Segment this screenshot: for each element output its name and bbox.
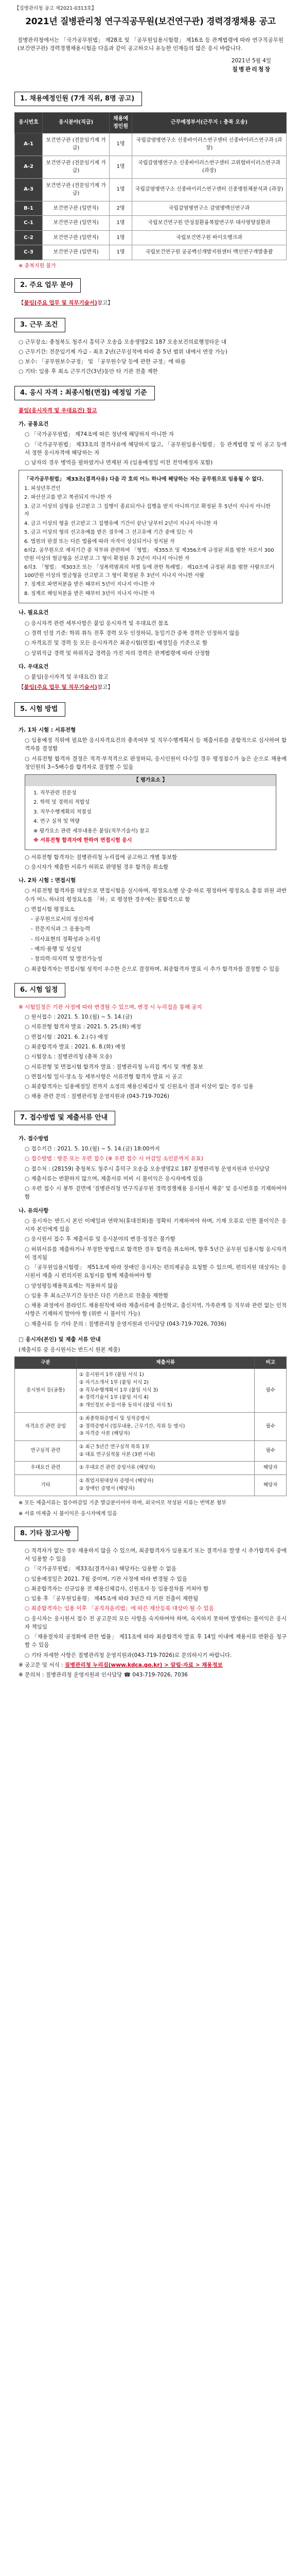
positions-header-row xyxy=(15,112,287,133)
duties-link-line xyxy=(19,299,287,307)
schedule-item: ○ 최종합격자는 임용예정일 전까지 소정의 채용신체검사 및 신원조사 결과 이상이 없는 경우 임용 xyxy=(25,1083,254,1090)
condition-item: ○ 기타: 임용 후 최소 근무기간(3년)동안 타 기관 전출 제한 xyxy=(19,368,158,375)
interview-factor: - 의사표현의 정확성과 논리성 xyxy=(31,936,101,942)
section-8-heading: 8. 기타 참고사항 xyxy=(14,1527,78,1541)
documents-heading xyxy=(19,1335,287,1344)
contact-line: ※ 문의처 : 질병관리청 운영지원과 인사담당 ☎ 043-719-7026, 7036 xyxy=(19,1672,188,1679)
requirement-item: ○ 「국가공무원법」 제74조에 따른 정년에 해당하지 아니한 자 xyxy=(25,431,174,438)
document-screening-title: 가. 1차 시험 : 서류전형 xyxy=(19,726,76,733)
documents-header-row xyxy=(15,1357,287,1369)
requirement-item: ○ 응시자격 관련 세부사항은 붙임 응시자격 및 우대요건 참조 xyxy=(25,620,169,626)
reference-item: ○ 「국가공무원법」 제33조(결격사유) 해당자는 임용할 수 없음 xyxy=(25,1566,176,1572)
website-label: ※ 공고문 및 서식 : xyxy=(19,1662,65,1668)
disqualification-box xyxy=(19,470,282,603)
caution-title: 나. 유의사항 xyxy=(19,1207,49,1214)
position-code: A-1 xyxy=(15,133,43,156)
position-field: 보건연구관 (전문임기제 가급) xyxy=(43,133,110,156)
position-count: 2명 xyxy=(110,201,132,216)
notice-intro: 질병관리청에서는 「국가공무원법」 제28조 및 「공무원임용시험령」 제16조 등 관계법령에 따라 연구직공무원(보건연구관) 경력경쟁채용시험을 다음과 같이 공고하오니 유능한 인재들의 많은 응시 바랍니다. xyxy=(17,37,284,52)
box-line: 2. 파산선고를 받고 복권되지 아니한 자 xyxy=(24,495,112,501)
section-3-heading: 3. 근무 조건 xyxy=(14,318,65,332)
caution-item: ○ 양성평등채용목표제는 적용하지 않음 xyxy=(25,1282,118,1289)
col-header: 구분 xyxy=(15,1357,77,1369)
bracket-close: 참고】 xyxy=(97,300,113,307)
reference-item: ○ 응시자는 응시원서 접수 전 공고문의 모든 사항을 숙지하여야 하며, 숙지하지 못하여 발생하는 불이익은 응시자 책임임 xyxy=(25,1615,287,1630)
col-header: 응시분야(직급) xyxy=(43,112,110,133)
document-category: 자격요건 관련 증빙 xyxy=(15,1412,77,1440)
reference-item: ○ 기타 자세한 사항은 질병관리청 운영지원과(043-719-7026)로 문의하시기 바랍니다. xyxy=(25,1652,232,1658)
application-item: ○ 접수방법 : 방문 또는 우편 접수 (※ 우편 접수 시 마감일 소인분까지 유효) xyxy=(25,1156,203,1162)
screening-item: ○ 임용예정 직위에 필요한 응시자격요건의 충족여부 및 직무수행계획서 등 제출서류를 종합적으로 심사하여 합격자를 결정함 xyxy=(25,737,287,752)
document-remark: 해당자 xyxy=(255,1462,287,1475)
website-link[interactable]: 질병관리청 누리집(www.kdca.go.kr) > 알림·자료 > 채용정보 xyxy=(64,1662,223,1668)
screening-item: ○ 서류전형 합격자 결정은 적격·부적격으로 판정하되, 응시인원이 다수일 경우 평정점수가 높은 순으로 채용예정인원의 3~5배수를 합격자로 결정할 수 있음 xyxy=(25,755,287,770)
box-line: 1. 피성년후견인 xyxy=(24,485,61,492)
caution-item: ○ 「공무원임용시험령」 제51조에 따라 장애인 응시자는 편의제공을 요청할 수 있으며, 편의지원 대상자는 응시원서 제출 시 편의지원 요청서를 함께 제출하여야 함 xyxy=(25,1264,287,1279)
section-6-heading: 6. 시험 일정 xyxy=(14,983,65,997)
position-count: 1명 xyxy=(110,156,132,178)
document-remark: 해당자 xyxy=(255,1475,287,1496)
position-field: 보건연구관 (일반직) xyxy=(43,216,110,231)
box-line: 4. 금고 이상의 형을 선고받고 그 집행유예 기간이 끝난 날부터 2년이 지나지 아니한 자 xyxy=(24,520,218,527)
notice-number: 【질병관리청 공고 제2021-0313호】 xyxy=(14,6,97,11)
box-line: 「국가공무원법」 제33조(결격사유) 다음 각 호의 어느 하나에 해당하는 자는 공무원으로 임용될 수 없다. xyxy=(24,477,264,483)
evaluation-warning: ※ 서류전형 합격자에 한하여 면접시험 응시 xyxy=(33,838,132,844)
position-count: 1명 xyxy=(110,245,132,260)
position-department: 국립감염병연구소 신종바이러스연구센터 고위험바이러스연구과 (과장) xyxy=(132,156,287,178)
application-item: ○ 우편 접수 시 봉투 겉면에 '질병관리청 연구직공무원 경력경쟁채용 응시원서 재중' 및 응시번호를 기재하여야 함 xyxy=(25,1185,287,1200)
document-items: ① 취업지원대상자 증명서 (해당자) ② 장애인 증명서 (해당자) xyxy=(77,1475,255,1496)
position-department: 국립보건연구원 만성질환융복합연구부 대사영양질환과 xyxy=(132,216,287,231)
caution-item: ○ 임용 후 최소근무기간 동안은 다른 기관으로 전출을 제한함 xyxy=(25,1292,169,1299)
position-row xyxy=(15,178,287,201)
position-code: A-3 xyxy=(15,178,43,201)
positions-table xyxy=(14,112,287,260)
screening-item: ○ 서류전형 합격자는 질병관리청 누리집에 공고하고 개별 통보함 xyxy=(25,854,178,860)
document-row xyxy=(15,1412,287,1440)
documents-body xyxy=(15,1369,287,1496)
notice-date: 2021년 5월 4일 xyxy=(231,58,271,64)
section-1-heading: 1. 채용예정인원 (7개 직위, 8명 공고) xyxy=(14,92,142,106)
qualification-link-line xyxy=(19,406,287,415)
position-count: 1명 xyxy=(110,178,132,201)
needed-requirements-title: 나. 필요요건 xyxy=(19,609,49,616)
interview-item: ○ 서류전형 합격자를 대상으로 면접시험을 실시하며, 평정요소별 상·중·하로 평정하여 평정요소 총점 위원 과반수가 어느 하나의 평정요소를 「하」로 평정한 경우에는 불합격으로 함 xyxy=(25,888,287,903)
schedule-item: ○ 면접시험 : 2021. 6. 2.(수) 예정 xyxy=(25,1033,109,1040)
application-item: ○ 접수기간 : 2021. 5. 10.(월) ~ 5. 14.(금) 18:00까지 xyxy=(25,1145,160,1152)
evaluation-factor: 2. 학력 및 경력의 적합성 xyxy=(33,800,90,806)
col-header: 근무예정부서(근무지 : 충북 오송) xyxy=(132,112,287,133)
position-field: 보건연구관 (일반직) xyxy=(43,230,110,245)
condition-item: ○ 근무장소: 충청북도 청주시 흥덕구 오송읍 오송생명2로 187 오송보건의료행정타운 내 xyxy=(19,338,227,345)
document-items: ① 우대요건 관련 증빙서류 (해당자) xyxy=(77,1462,255,1475)
document-items: ① 응시원서 1부 (붙임 서식 1) ② 자기소개서 1부 (붙임 서식 2) ③ 직무수행계획서 1부 (붙임 서식 3) ④ 경력기술서 1부 (붙임 서식 4) ⑤ 개인정보 수집·이용 동의서 (붙임 서식 5) xyxy=(77,1369,255,1413)
position-department: 국립감염병연구소 감염병백신연구과 xyxy=(132,201,287,216)
evaluation-factor: 3. 직무수행계획의 적절성 xyxy=(33,809,92,815)
caution-item: ○ 허위서류를 제출하거나 부정한 방법으로 합격한 경우 합격을 취소하며, 향후 5년간 공무원 임용시험 응시자격이 정지됨 xyxy=(25,1246,287,1261)
interview-item: ○ 최종합격자는 면접시험 성적이 우수한 순으로 결정하며, 최종합격자 발표 시 추가 합격자를 결정할 수 있음 xyxy=(25,965,280,972)
application-item: ○ 접수처 : (28159) 충청북도 청주시 흥덕구 오송읍 오송생명2로 187 질병관리청 운영지원과 인사담당 xyxy=(25,1165,270,1172)
screening-item: ○ 응시자가 제출한 서류가 허위로 판명될 경우 합격을 취소함 xyxy=(25,863,169,870)
position-field: 보건연구관 (일반직) xyxy=(43,201,110,216)
schedule-item: ○ 원서접수 : 2021. 5. 10.(월) ~ 5. 14.(금) xyxy=(25,1014,132,1021)
bracket-open: 【 xyxy=(19,684,24,691)
position-row xyxy=(15,230,287,245)
position-code: B-1 xyxy=(15,201,43,216)
box-line: 3. 금고 이상의 실형을 선고받고 그 집행이 종료되거나 집행을 받지 아니하기로 확정된 후 5년이 지나지 아니한 자 xyxy=(24,503,271,518)
position-code: C-2 xyxy=(15,230,43,245)
box-line: 6의3. 「형법」 제303조 또는 「성폭력범죄의 처벌 등에 관한 특례법」 제10조에 규정된 죄를 범한 사람으로서 100만원 이상의 벌금형을 선고받고 그 형이 확정된 후 3년이 지나지 아니한 사람 xyxy=(24,565,275,579)
requirement-item: ○ 붙임(응시자격 및 우대요건) 참고 xyxy=(25,674,109,681)
evaluation-factors-title: 【 평가요소 】 xyxy=(25,775,276,786)
reference-item: ○ 임용예정일은 2021. 7월 중이며, 기관 사정에 따라 변경될 수 있음 xyxy=(25,1575,187,1582)
documents-subheading: (제출서류 중 응시원서는 반드시 원본 제출) xyxy=(19,1347,120,1353)
document-category: 기타 xyxy=(15,1475,77,1496)
position-field: 보건연구관 (전문임기제 가급) xyxy=(43,178,110,201)
col-header: 비고 xyxy=(255,1357,287,1369)
section-7-heading: 7. 접수방법 및 제출서류 안내 xyxy=(14,1111,115,1125)
position-field: 보건연구관 (일반직) xyxy=(43,245,110,260)
notice-org: 질병관리청장 xyxy=(232,66,271,73)
condition-item: ○ 보수: 「공무원보수규정」 및 「공무원수당 등에 관한 규정」에 따름 xyxy=(19,359,186,365)
position-row xyxy=(15,201,287,216)
document-category: 우대요건 관련 xyxy=(15,1462,77,1475)
box-line: 8. 징계로 해임처분을 받은 때부터 3년이 지나지 아니한 자 xyxy=(24,590,155,597)
document-remark: 필수 xyxy=(255,1412,287,1440)
box-line: 7. 징계로 파면처분을 받은 때부터 5년이 지나지 아니한 자 xyxy=(24,582,155,588)
interview-factor: - 공무원으로서의 정신자세 xyxy=(31,916,94,923)
documents-heading-text: □ 응시자(본인) 및 제출 서류 안내 xyxy=(19,1336,101,1343)
document-row xyxy=(15,1475,287,1496)
position-code: C-3 xyxy=(15,245,43,260)
interview-factor: - 예의·품행 및 성실성 xyxy=(31,945,82,952)
caution-item: ○ 제출서류 등 기타 문의 : 질병관리청 운영지원과 인사담당 (043-719-7026, 7036) xyxy=(25,1320,226,1327)
schedule-item: ○ 서류전형 및 면접시험 합격자 발표 : 질병관리청 누리집 게시 및 개별 통보 xyxy=(25,1063,203,1070)
schedule-item: ○ 시험장소 : 질병관리청 (충북 오송) xyxy=(25,1054,112,1060)
document-category: 응시원서 등(공통) xyxy=(15,1369,77,1413)
duties-attachment-link[interactable]: 붙임(주요 업무 및 직무기술서) xyxy=(24,300,97,307)
documents-table xyxy=(14,1357,287,1496)
position-code: A-2 xyxy=(15,156,43,178)
position-department: 국립감염병연구소 신종바이러스연구센터 신종바이러스연구과 (과장) xyxy=(132,133,287,156)
interview-item: ○ 면접시험 평정요소 xyxy=(25,906,75,912)
common-requirements-title: 가. 공통요건 xyxy=(19,421,49,428)
caution-item: ○ 채용 과정에서 블라인드 채용원칙에 따라 제출서류에 출신학교, 출신지역, 가족관계 등 직무와 관련 없는 인적사항은 기재하지 말아야 함 (위반 시 불이익 가능) xyxy=(25,1302,287,1317)
col-header: 제출서류 xyxy=(77,1357,255,1369)
duplicate-note: ※ 중복지원 불가 xyxy=(19,263,56,269)
reference-item: ○ 임용 후 「공무원임용령」 제45조에 따라 3년간 타 기관 전출이 제한됨 xyxy=(25,1596,199,1602)
interview-factor: - 전문지식과 그 응용능력 xyxy=(31,926,91,933)
requirement-item: ○ 남자의 경우 병역을 필하였거나 면제된 자 (임용예정일 이전 전역예정자 포함) xyxy=(25,460,213,466)
section-4-heading: 4. 응시 자격 : 최종시험(면접) 예정일 기준 xyxy=(14,386,155,400)
position-field: 보건연구관 (전문임기제 가급) xyxy=(43,156,110,178)
schedule-item: ○ 서류전형 합격자 발표 : 2021. 5. 25.(화) 예정 xyxy=(25,1024,141,1030)
document-row xyxy=(15,1441,287,1462)
position-code: C-1 xyxy=(15,216,43,231)
bracket-open: 【 xyxy=(19,300,24,307)
position-count: 1명 xyxy=(110,230,132,245)
caution-item: ○ 응시원서 접수 후 제출서류 및 응시분야의 변경·정정은 불가함 xyxy=(25,1236,175,1243)
col-header: 채용예정인원 xyxy=(110,112,132,133)
requirement-item: ○ 「국가공무원법」 제33조의 결격사유에 해당하지 않고, 「공무원임용시험령」 등 관계법령 및 이 공고 등에서 정한 응시자격에 해당하는 자 xyxy=(25,441,287,456)
document-remark: 필수 xyxy=(255,1441,287,1462)
positions-body xyxy=(15,133,287,260)
position-department: 국립보건연구원 공공백신개발지원센터 백신연구개발총괄 xyxy=(132,245,287,260)
job-description-link[interactable]: 붙임(주요 업무 및 직무기술서) xyxy=(24,684,97,691)
document-remark: 필수 xyxy=(255,1369,287,1413)
documents-note: ※ 서류 미제출 시 불이익은 응시자에게 있음 xyxy=(19,1511,117,1517)
requirement-item: ○ 자격요건 및 경력 등 모든 응시자격은 최종시험(면접) 예정일을 기준으로 함 xyxy=(25,640,208,647)
schedule-item: ○ 채용 관련 문의 : 질병관리청 운영지원과 (043-719-7026) xyxy=(25,1093,169,1100)
position-row xyxy=(15,216,287,231)
documents-note: ※ 모든 제출서류는 접수마감일 기준 발급분이어야 하며, 외국어로 작성된 서류는 번역본 첨부 xyxy=(19,1500,226,1506)
interview-title: 나. 2차 시험 : 면접시험 xyxy=(19,877,76,884)
job-description-link-line xyxy=(19,683,287,691)
application-item: ○ 제출서류는 반환하지 않으며, 제출서류 미비 시 불이익은 응시자에게 있음 xyxy=(25,1175,203,1182)
document-row xyxy=(15,1369,287,1413)
evaluation-factor: 4. 연구 실적 및 역량 xyxy=(33,819,80,825)
interview-factor: - 창의력·의지력 및 발전가능성 xyxy=(31,956,102,962)
notice-title: 2021년 질병관리청 연구직공무원(보건연구관) 경력경쟁채용 공고 xyxy=(25,16,276,27)
evaluation-factors-box xyxy=(25,774,276,850)
position-row xyxy=(15,245,287,260)
schedule-change-note: ※ 시험일정은 기관 사정에 따라 변경될 수 있으며, 변경 시 누리집을 통해 공지 xyxy=(19,1004,202,1010)
caution-item: ○ 응시자는 반드시 본인 이메일과 연락처(휴대전화)를 정확히 기재하여야 하며, 기재 오류로 인한 불이익은 응시자 본인에게 있음 xyxy=(25,1217,287,1233)
schedule-item: ○ 최종합격자 발표 : 2021. 6. 8.(화) 예정 xyxy=(25,1043,126,1050)
col-header: 응시번호 xyxy=(15,112,43,133)
website-line xyxy=(19,1661,287,1669)
requirement-item: ○ 상위직급 경력 및 하위직급 경력을 가진 자의 경력은 관계법령에 따라 산정함 xyxy=(25,650,210,656)
reference-item: ○ 「채용절차의 공정화에 관한 법률」 제11조에 따라 최종합격자 발표 후 14일 이내에 채용서류 반환을 청구할 수 있음 xyxy=(25,1634,287,1649)
position-department: 국립감염병연구소 신종바이러스연구센터 신종병원체분석과 (과장) xyxy=(132,178,287,201)
application-method-title: 가. 접수방법 xyxy=(19,1135,49,1142)
position-count: 1명 xyxy=(110,133,132,156)
box-line: 6의2. 공무원으로 재직기간 중 직무와 관련하여 「형법」 제355조 및 제356조에 규정된 죄를 범한 자로서 300만원 이상의 벌금형을 선고받고 그 형이 확정된 후 2년이 지나지 아니한 자 xyxy=(24,548,274,562)
bracket-close: 참고】 xyxy=(97,684,113,691)
box-line: 5. 금고 이상의 형의 선고유예를 받은 경우에 그 선고유예 기간 중에 있는 자 xyxy=(24,530,193,536)
position-row xyxy=(15,133,287,156)
preferred-requirements-title: 다. 우대요건 xyxy=(19,663,49,670)
document-category: 연구실적 관련 xyxy=(15,1441,77,1462)
document-items: ① 최근 5년간 연구실적 목록 1부 ② 대표 연구실적물 사본 (3편 이내) xyxy=(77,1441,255,1462)
reference-item: ○ 적격자가 없는 경우 채용하지 않을 수 있으며, 최종합격자가 임용포기 또는 결격사유 발생 시 추가합격자 중에서 임용할 수 있음 xyxy=(25,1547,287,1563)
work-conditions xyxy=(14,338,287,376)
condition-item: ○ 근무기간: 전문임기제 가급 - 최초 2년(근무실적에 따라 총 5년 범위 내에서 연장 가능) xyxy=(19,348,228,355)
document-row xyxy=(15,1462,287,1475)
section-2-heading: 2. 주요 업무 분야 xyxy=(14,278,81,293)
requirement-item: ○ 경력 인정 기준: 학위 취득 전후 경력 모두 인정하되, 동일기간 중복 경력은 인정하지 않음 xyxy=(25,630,240,637)
position-department: 국립보건연구원 바이오뱅크과 xyxy=(132,230,287,245)
reference-item: ○ 최종합격자는 신규임용 전 채용신체검사, 신원조사 등 임용절차를 거쳐야 함 xyxy=(25,1585,208,1592)
document-items: ① 최종학위증명서 및 성적증명서 ② 경력증명서 (업무내용, 근무기간, 직위 등 명시) ③ 자격증 사본 (해당자) xyxy=(77,1412,255,1440)
position-row xyxy=(15,156,287,178)
reference-item: ○ 최종합격자는 임용 이후 「공직자윤리법」에 따른 재산등록 대상이 될 수 있음 xyxy=(25,1605,214,1612)
qualification-attachment-link[interactable]: 붙임(응시자격 및 우대요건) 참고 xyxy=(19,407,97,414)
evaluation-factor: ※ 평가요소 관련 세부내용은 붙임(직무기술서) 참고 xyxy=(33,828,150,834)
evaluation-factor: 1. 직무관련 전문성 xyxy=(33,790,77,796)
position-count: 1명 xyxy=(110,216,132,231)
box-line: 6. 법원의 판결 또는 다른 법률에 따라 자격이 상실되거나 정지된 자 xyxy=(24,538,175,545)
section-5-heading: 5. 시험 방법 xyxy=(14,702,65,717)
schedule-item: ○ 면접시험 일시·장소 등 세부사항은 서류전형 합격자 발표 시 공고 xyxy=(25,1073,183,1080)
